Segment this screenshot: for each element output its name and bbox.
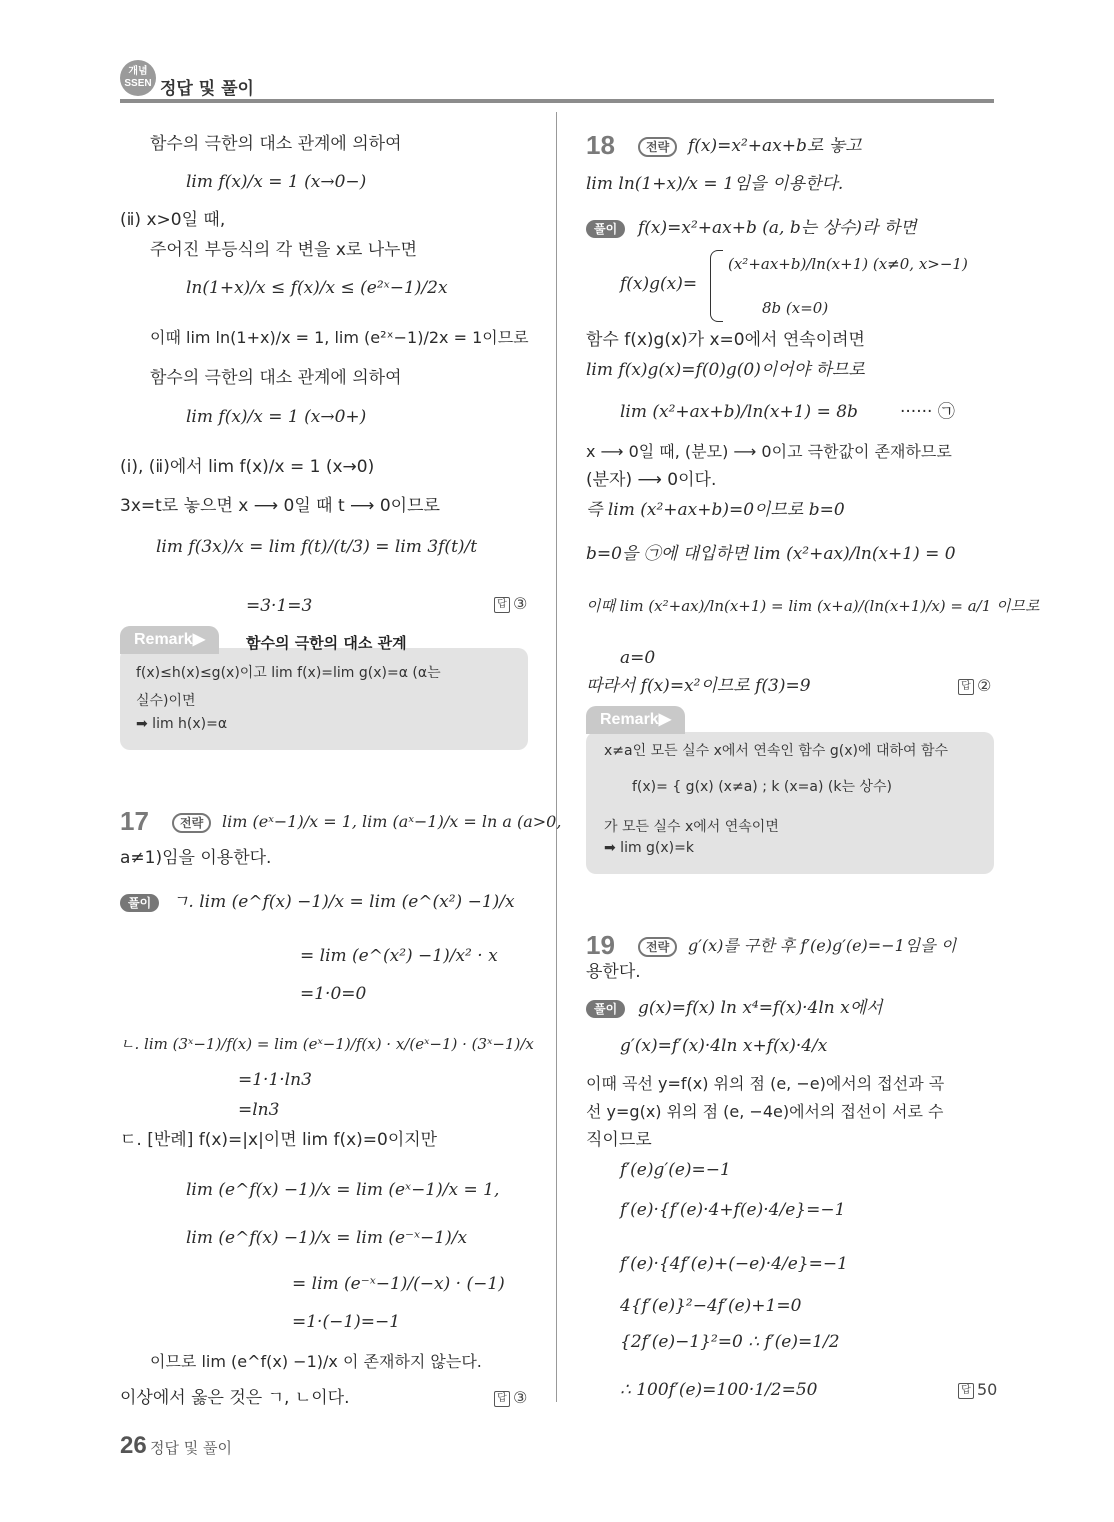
strategy-label: 전략 [638,937,677,957]
math-line: ∴ 100f′(e)=100·1/2=50 [620,1380,818,1400]
remark-tab: Remark▶ [120,626,219,654]
math-line: 즉 lim (x²+ax+b)=0이므로 b=0 [586,500,845,520]
answer-icon: 답 [494,1391,510,1407]
page-title: 정답 및 풀이 [160,79,254,99]
problem-number: 18 [586,130,615,160]
strategy-text: lim (eˣ−1)/x = 1, lim (aˣ−1)/x = ln a (a>0, [222,812,562,831]
solution-tag [586,218,625,238]
math-line: g(x)=f(x) ln x⁴=f(x)·4ln x에서 [638,998,883,1018]
math-line: a=0 [620,648,656,668]
remark-line: f(x)≤h(x)≤g(x)이고 lim f(x)=lim g(x)=α (α는 [136,665,441,681]
answer-value: ③ [513,594,528,613]
solution-label: 풀이 [120,894,159,912]
solution-label: 풀이 [586,1000,625,1018]
answer-icon: 답 [958,1383,974,1399]
solution-tag [586,998,625,1018]
math-line: =3·1=3 [246,596,313,616]
math-line: =1·(−1)=−1 [292,1312,401,1332]
math-line: f′(e)g′(e)=−1 [620,1160,731,1180]
answer-value: ③ [513,1388,528,1407]
left-line: 함수의 극한의 대소 관계에 의하여 [150,368,402,388]
left-line: 이때 lim ln(1+x)/x = 1, lim (e²ˣ−1)/2x = 1이므로 [150,328,529,347]
strategy-tag [638,136,677,157]
strategy-text: f(x)=x²+ax+b로 놓고 [688,136,862,156]
math-line: ㄴ. lim (3ˣ−1)/f(x) = lim (eˣ−1)/f(x) · x/(eˣ−1) · (3ˣ−1)/x [120,1035,534,1053]
math-line: = lim (e^(x²) −1)/x² · x [300,946,498,966]
remark-line: 실수)이면 [136,693,196,709]
solution-label: 풀이 [586,220,625,238]
math-line: = lim (e⁻ˣ−1)/(−x) · (−1) [292,1274,505,1294]
left-line: (ⅱ) x>0일 때, [120,210,226,230]
strategy-text: a≠1)임을 이용한다. [120,848,272,868]
math-line: g′(x)=f′(x)·4ln x+f(x)·4/x [620,1036,828,1056]
math-line: =1·1·ln3 [238,1070,312,1090]
math-line: {2f′(e)−1}²=0 ∴ f′(e)=1/2 [620,1332,840,1352]
text-line: 함수 f(x)g(x)가 x=0에서 연속이려면 [586,330,865,350]
text-line: 직이므로 [586,1130,652,1150]
math-line: lim (e^f(x) −1)/x = lim (eˣ−1)/x = 1, [186,1180,500,1200]
math-line: 이때 lim (x²+ax)/ln(x+1) = lim (x+a)/(ln(x+1)/x) = a/1 이므로 [586,597,1040,615]
math-line: lim f(x)g(x)=f(0)g(0)이어야 하므로 [586,360,865,380]
text-line: 이때 곡선 y=f(x) 위의 점 (e, −e)에서의 접선과 곡 [586,1074,945,1093]
remark-tab: Remark▶ [586,706,685,734]
page-number: 26 [120,1432,147,1459]
math-line: lim f(x)/x = 1 (x→0+) [186,407,367,427]
answer-icon: 답 [494,597,510,613]
solution-tag [120,892,159,912]
math-line: lim (e^f(x) −1)/x = lim (e⁻ˣ−1)/x [186,1228,468,1248]
brand-logo [120,60,156,96]
header-divider [120,99,994,103]
math-line: 4{f′(e)}²−4f′(e)+1=0 [620,1296,802,1316]
left-line: 3x=t로 놓으면 x ⟶ 0일 때 t ⟶ 0이므로 [120,496,440,516]
strategy-tag [638,936,677,957]
column-divider [556,112,557,1402]
problem-number: 17 [120,806,149,836]
piece-top: (x²+ax+b)/ln(x+1) (x≠0, x>−1) [728,255,968,273]
strategy-label: 전략 [172,813,211,833]
remark-line: ➡ lim g(x)=k [604,840,694,856]
math-line: lim f(3x)/x = lim f(t)/(t/3) = lim 3f(t)/t [156,537,478,557]
answer-marker [494,1388,527,1407]
math-line: f(x)=x²+ax+b (a, b는 상수)라 하면 [638,218,917,238]
math-line: ln(1+x)/x ≤ f(x)/x ≤ (e²ˣ−1)/2x [186,278,448,298]
remark-line: 가 모든 실수 x에서 연속이면 [604,819,779,835]
math-line: 이므로 lim (e^f(x) −1)/x 이 존재하지 않는다. [150,1352,482,1371]
math-line: f′(e)·{f′(e)·4+f(e)·4/e}=−1 [620,1200,846,1220]
footer-title: 정답 및 풀이 [150,1439,232,1457]
logo-top: 개념 [128,66,148,77]
strategy-label: 전략 [638,137,677,157]
answer-icon: 답 [958,679,974,695]
answer-marker [494,594,527,613]
logo-bottom: SSEN [124,78,152,89]
text-line: (분자) ⟶ 0이다. [586,470,717,490]
remark-line: f(x)= { g(x) (x≠a) ; k (x=a) (k는 상수) [632,779,892,795]
math-line: lim f(x)/x = 1 (x→0−) [186,172,367,192]
strategy-text: g′(x)를 구한 후 f′(e)g′(e)=−1임을 이 [688,936,957,955]
answer-value: ② [977,676,992,695]
math-line: b=0을 ㉠에 대입하면 lim (x²+ax)/ln(x+1) = 0 [586,544,956,564]
text-line: 선 y=g(x) 위의 점 (e, −4e)에서의 접선이 서로 수 [586,1102,944,1121]
answer-marker [958,1380,997,1399]
strategy-text: lim ln(1+x)/x = 1임을 이용한다. [586,174,844,194]
piece-bottom: 8b (x=0) [762,299,829,317]
left-line: 주어진 부등식의 각 변을 x로 나누면 [150,240,417,260]
left-line: (ⅰ), (ⅱ)에서 lim f(x)/x = 1 (x→0) [120,457,375,477]
remark-heading: 함수의 극한의 대소 관계 [246,634,407,652]
math-line: f(x)g(x)= [620,274,698,294]
math-line: ㄷ. [반례] f(x)=|x|이면 lim f(x)=0이지만 [120,1130,438,1150]
text-line: x ⟶ 0일 때, (분모) ⟶ 0이고 극한값이 존재하므로 [586,442,952,461]
equation-tag: ······ ㉠ [900,402,955,422]
math-line: 따라서 f(x)=x²이므로 f(3)=9 [586,676,811,696]
answer-marker [958,676,991,695]
conclusion: 이상에서 옳은 것은 ㄱ, ㄴ이다. [120,1388,350,1408]
math-line: ㄱ. lim (e^f(x) −1)/x = lim (e^(x²) −1)/x [172,892,515,912]
problem-number: 19 [586,930,615,960]
math-line: lim (x²+ax+b)/ln(x+1) = 8b [620,402,858,422]
remark-line: x≠a인 모든 실수 x에서 연속인 함수 g(x)에 대하여 함수 [604,743,949,759]
answer-value: 50 [977,1380,998,1399]
brace-icon [710,250,723,322]
strategy-text: 용한다. [586,962,641,982]
math-line: =1·0=0 [300,984,367,1004]
math-line: =ln3 [238,1100,280,1120]
remark-line: ➡ lim h(x)=α [136,716,228,732]
math-line: f′(e)·{4f′(e)+(−e)·4/e}=−1 [620,1254,848,1274]
strategy-tag [172,812,211,833]
left-line: 함수의 극한의 대소 관계에 의하여 [150,134,402,154]
